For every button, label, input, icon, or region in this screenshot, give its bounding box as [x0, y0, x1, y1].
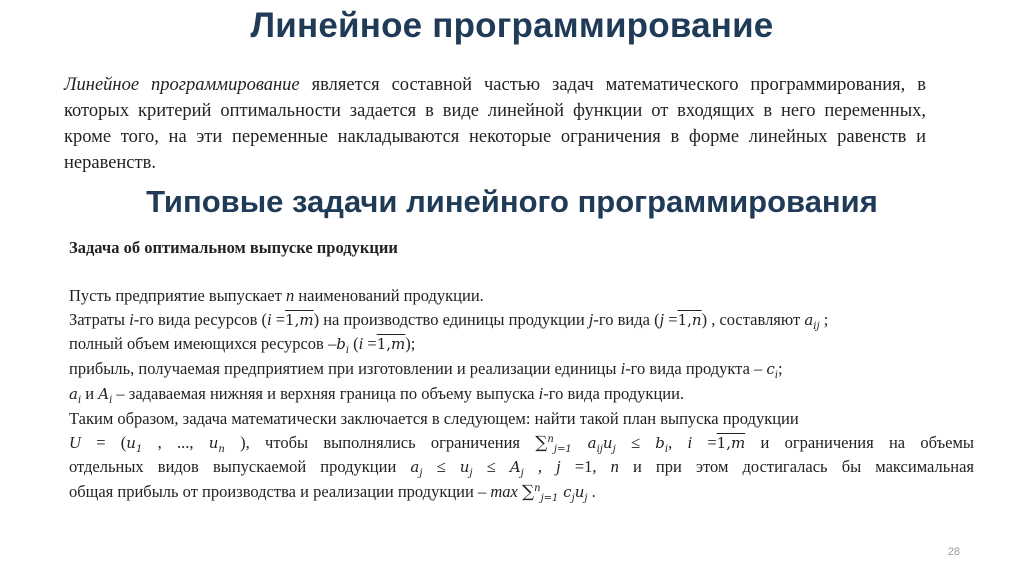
page-number: 28 — [947, 546, 960, 558]
intro-term: Линейное программирование — [64, 75, 300, 95]
task-line-3: полный объем имеющихся ресурсов $-b_i$ $(i =1,\overline{m})$; — [69, 334, 416, 357]
spacer — [69, 260, 974, 284]
task-line-9: общая прибыль от производства и реализации продукции – max ∑$^n_{j=1}$ $c_ju_j$ . — [69, 482, 596, 505]
task-heading: Задача об оптимальном выпуске продукции — [69, 238, 398, 257]
task-line-4: прибыль, получаемая предприятием при изготовлении и реализации единицы i-го вида продукта – $c_i$; — [69, 359, 783, 382]
task-line-8: отдельных видов выпускаемой продукции $a_j \le u_j \le A_j$ , j =1, n и при этом достигалась бы максимальная — [69, 457, 974, 480]
task-line-7: $U = (u_1$ , ..., $u_n$ ), чтобы выполнялись ограничения ∑$^n_{j=1}$ $a_{ij}u_j \le b_i$, $i =1,\overline{m}$ и ограничения на объемы — [69, 432, 974, 455]
intro-text: является составной частью задач математического программирования, в которых критерий оптимальности задается в виде линейной функции от входящих в него переменных, кроме того, на эти переменные накладываются некоторые ограничения в форме линейных равенств и неравенств. — [64, 75, 927, 173]
slide-title: Линейное программирование — [250, 6, 774, 45]
task-line-2: Затраты i-го вида ресурсов $(i =1,\overline{m})$ на производство единицы продукции j-го вида $(j =1,\overline{n})$ , составляют $a_{ij}$ ; — [69, 309, 829, 332]
task-block — [69, 236, 974, 505]
task-line-5: $a_i$ и $A_i$ – задаваемая нижняя и верхняя граница по объему выпуска i-го вида продукции. — [69, 383, 685, 406]
task-line-1: Пусть предприятие выпускает n наименований продукции. — [69, 285, 484, 305]
task-line-6: Таким образом, задача математически заключается в следующем: найти такой план выпуска продукции — [69, 408, 799, 428]
intro-paragraph — [64, 72, 926, 176]
section-subtitle: Типовые задачи линейного программирования — [146, 184, 878, 219]
